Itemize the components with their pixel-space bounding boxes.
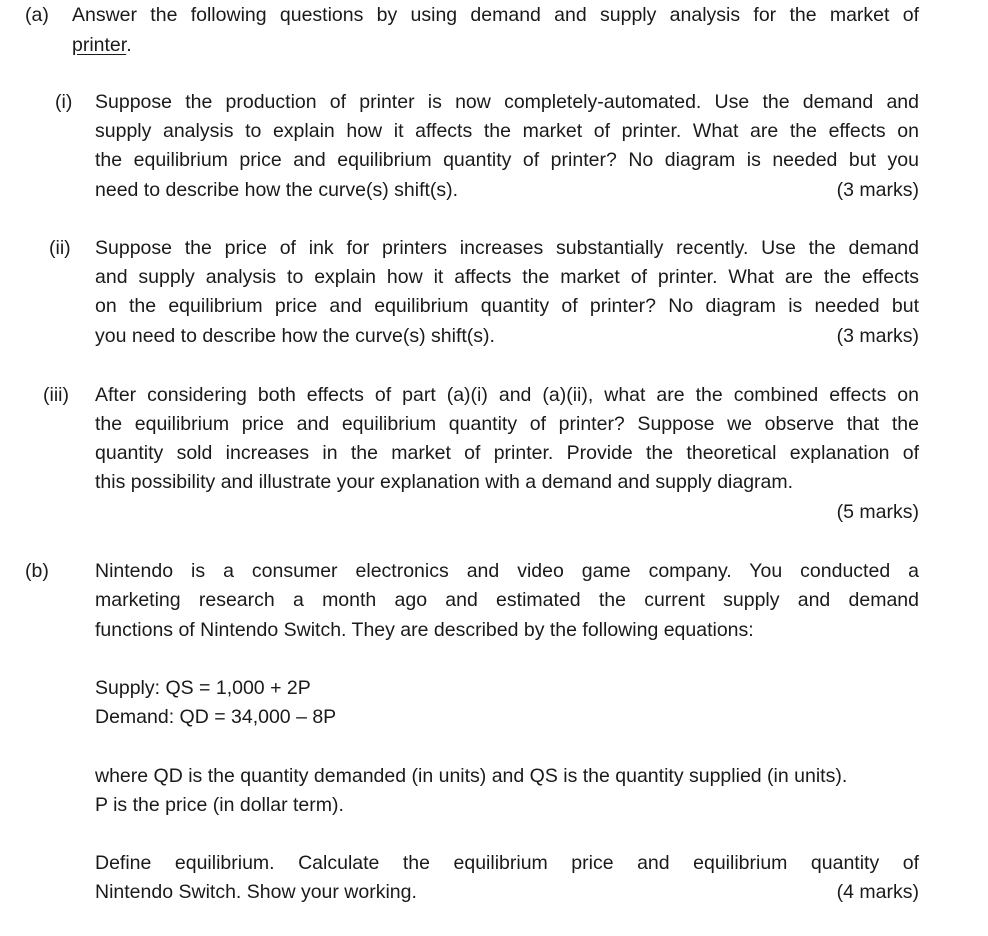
q3-label: (iii) (43, 384, 69, 406)
part-a-label: (a) (25, 4, 49, 26)
printer-underlined: printer (72, 34, 127, 56)
q2-line-1: Suppose the price of ink for printers increases substantially recently. Use the demand (95, 237, 919, 259)
part-b-label: (b) (25, 560, 49, 582)
q2-line-2: and supply analysis to explain how it affects the market of printer. What are the effects (95, 266, 919, 288)
q3-line-2: the equilibrium price and equilibrium quantity of printer? Suppose we observe that the (95, 413, 919, 435)
where-line-1: where QD is the quantity demanded (in units) and QS is the quantity supplied (in units). (95, 765, 848, 787)
q1-line-3: the equilibrium price and equilibrium quantity of printer? No diagram is needed but you (95, 149, 919, 171)
part-b-intro-line-3: functions of Nintendo Switch. They are described by the following equations: (95, 619, 754, 641)
period: . (126, 34, 132, 56)
part-a-intro-line-2 (72, 33, 132, 57)
part-b-intro-line-1: Nintendo is a consumer electronics and video game company. You conducted a (95, 560, 919, 582)
demand-equation: Demand: QD = 34,000 – 8P (95, 706, 337, 728)
q3-marks: (5 marks) (836, 501, 919, 523)
part-a-intro-line-1: Answer the following questions by using demand and supply analysis for the market of (72, 4, 919, 26)
task-line-2: Nintendo Switch. Show your working. (95, 881, 417, 903)
part-b-intro-line-2: marketing research a month ago and estimated the current supply and demand (95, 589, 919, 611)
q3-line-4: this possibility and illustrate your explanation with a demand and supply diagram. (95, 471, 794, 493)
q2-label: (ii) (49, 237, 71, 259)
part-b-marks: (4 marks) (836, 881, 919, 903)
q1-line-1: Suppose the production of printer is now completely-automated. Use the demand and (95, 91, 919, 113)
q1-marks: (3 marks) (836, 179, 919, 201)
q1-label: (i) (55, 91, 73, 113)
q1-line-4: need to describe how the curve(s) shift(s). (95, 179, 459, 201)
q3-line-3: quantity sold increases in the market of printer. Provide the theoretical explanation of (95, 442, 919, 464)
q2-line-4: you need to describe how the curve(s) shift(s). (95, 325, 495, 347)
q3-line-1: After considering both effects of part (a)(i) and (a)(ii), what are the combined effects on (95, 384, 919, 406)
q2-line-3: on the equilibrium price and equilibrium quantity of printer? No diagram is needed but (95, 295, 919, 317)
where-line-2: P is the price (in dollar term). (95, 794, 344, 816)
supply-equation: Supply: QS = 1,000 + 2P (95, 677, 311, 699)
q1-line-2: supply analysis to explain how it affects the market of printer. What are the effects on (95, 120, 919, 142)
task-line-1: Define equilibrium. Calculate the equilibrium price and equilibrium quantity of (95, 852, 919, 874)
q2-marks: (3 marks) (836, 325, 919, 347)
